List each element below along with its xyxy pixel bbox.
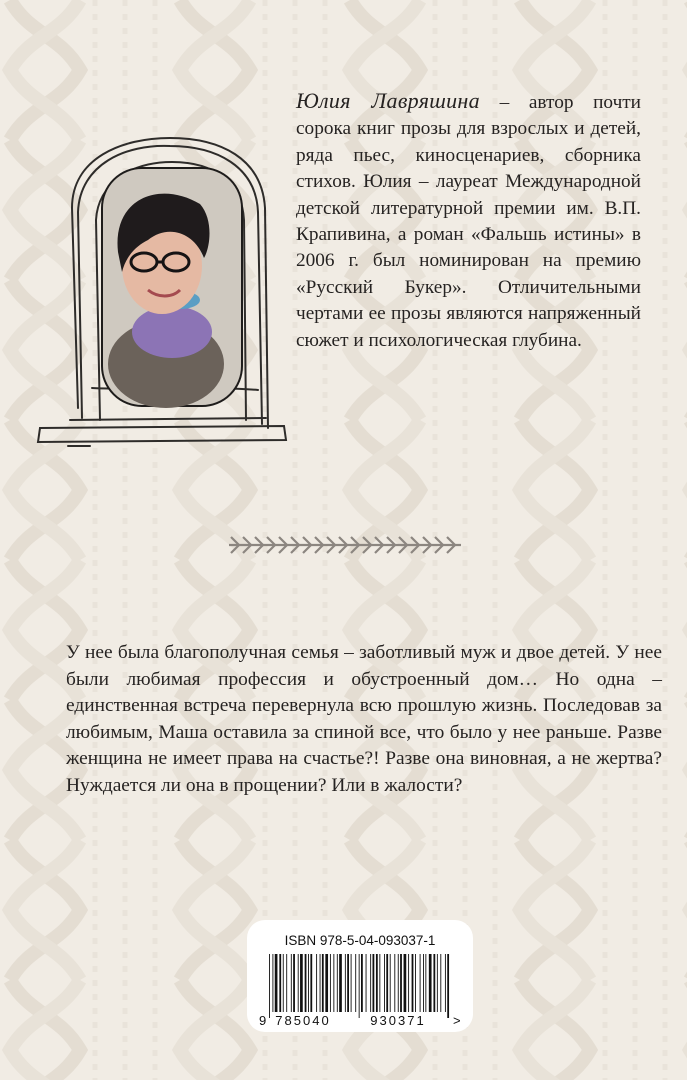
scarf [132, 306, 212, 358]
isbn-barcode-box [247, 920, 473, 1032]
barcode-bar [370, 954, 371, 1012]
barcode-bar [440, 954, 441, 1012]
barcode-bar [412, 954, 414, 1012]
barcode-bar [283, 954, 284, 1012]
barcode-bar [322, 954, 324, 1012]
barcode-bar [400, 954, 402, 1012]
barcode-bar [404, 954, 407, 1012]
isbn-label: ISBN 978-5-04-093037-1 [284, 933, 436, 948]
barcode-bar [429, 954, 432, 1012]
barcode-bar [437, 954, 438, 1012]
barcode [257, 954, 463, 1028]
barcode-bar [445, 954, 446, 1012]
barcode-bar [359, 954, 360, 1018]
barcode-bar [420, 954, 421, 1012]
author-bio-text: – автор почти сорока книг прозы для взрослых и детей, ряда пьес, киносценариев, сборника стихов. Юлия – лауреат Международной детской литературной премии им. В.П. Крапивина, а роман «Фальшь истины» в 2006 г. был номинирован на премию «Русский Букер». Отличительными чертами ее прозы являются напряженный сюжет и психологическая глубина. [296, 92, 642, 351]
author-portrait-window [30, 128, 292, 468]
barcode-bar [433, 954, 435, 1012]
barcode-bar [272, 954, 273, 1012]
barcode-bar [275, 954, 278, 1012]
barcode-bar [379, 954, 380, 1012]
barcode-bar [286, 954, 287, 1012]
barcode-bar [293, 954, 295, 1012]
barcode-bar [447, 954, 449, 1018]
barcode-bar [316, 954, 317, 1012]
barcode-digits-left: 785040 [275, 1013, 331, 1028]
barcode-digits-right: 930371 [370, 1013, 426, 1028]
barcode-bar [320, 954, 321, 1012]
barcode-bar [361, 954, 363, 1012]
barcode-bar [415, 954, 416, 1012]
barcode-bar [423, 954, 424, 1012]
barcode-bar [376, 954, 378, 1012]
barcode-bars [269, 954, 449, 1018]
barcode-bar [310, 954, 312, 1012]
barcode-bar [355, 954, 356, 1012]
barcode-bar [390, 954, 391, 1012]
barcode-bar [345, 954, 346, 1012]
barcode-bar [394, 954, 395, 1012]
barcode-bar [298, 954, 299, 1012]
author-name: Юлия Лавряшина [296, 88, 480, 113]
barcode-bar [384, 954, 385, 1012]
author-bio [296, 88, 641, 354]
barcode-bar [373, 954, 375, 1012]
barcode-bar [408, 954, 409, 1012]
barcode-bar [398, 954, 399, 1012]
barcode-bar [339, 954, 342, 1012]
barcode-bar [305, 954, 307, 1012]
knit-ornament-divider [225, 528, 465, 562]
barcode-bar [279, 954, 281, 1012]
barcode-bar [325, 954, 328, 1012]
barcode-bar [425, 954, 426, 1012]
barcode-bar [386, 954, 388, 1012]
barcode-bar [347, 954, 349, 1012]
barcode-bar [291, 954, 292, 1012]
barcode-bar [269, 954, 270, 1018]
barcode-bar [330, 954, 331, 1012]
barcode-arrow: > [453, 1013, 461, 1028]
barcode-bar [333, 954, 334, 1012]
book-blurb: У нее была благополучная семья – заботливый муж и двое детей. У нее были любимая профессия и обустроенный дом… Но одна – единственная встреча перевернула всю прошлую жизнь. Последовав за любимым, Маша оставила за спиной все, что было у нее раньше. Разве женщина не имеет права на счастье?! Разве она виновная, а не жертва? Нуждается ли она в прощении? Или в жалости? [66, 642, 662, 796]
barcode-bar [366, 954, 367, 1012]
barcode-bar [308, 954, 309, 1012]
window-sketch [30, 128, 292, 468]
barcode-bar [300, 954, 303, 1012]
barcode-bar [351, 954, 352, 1012]
barcode-digit-lead: 9 [259, 1013, 267, 1028]
barcode-bar [337, 954, 338, 1012]
